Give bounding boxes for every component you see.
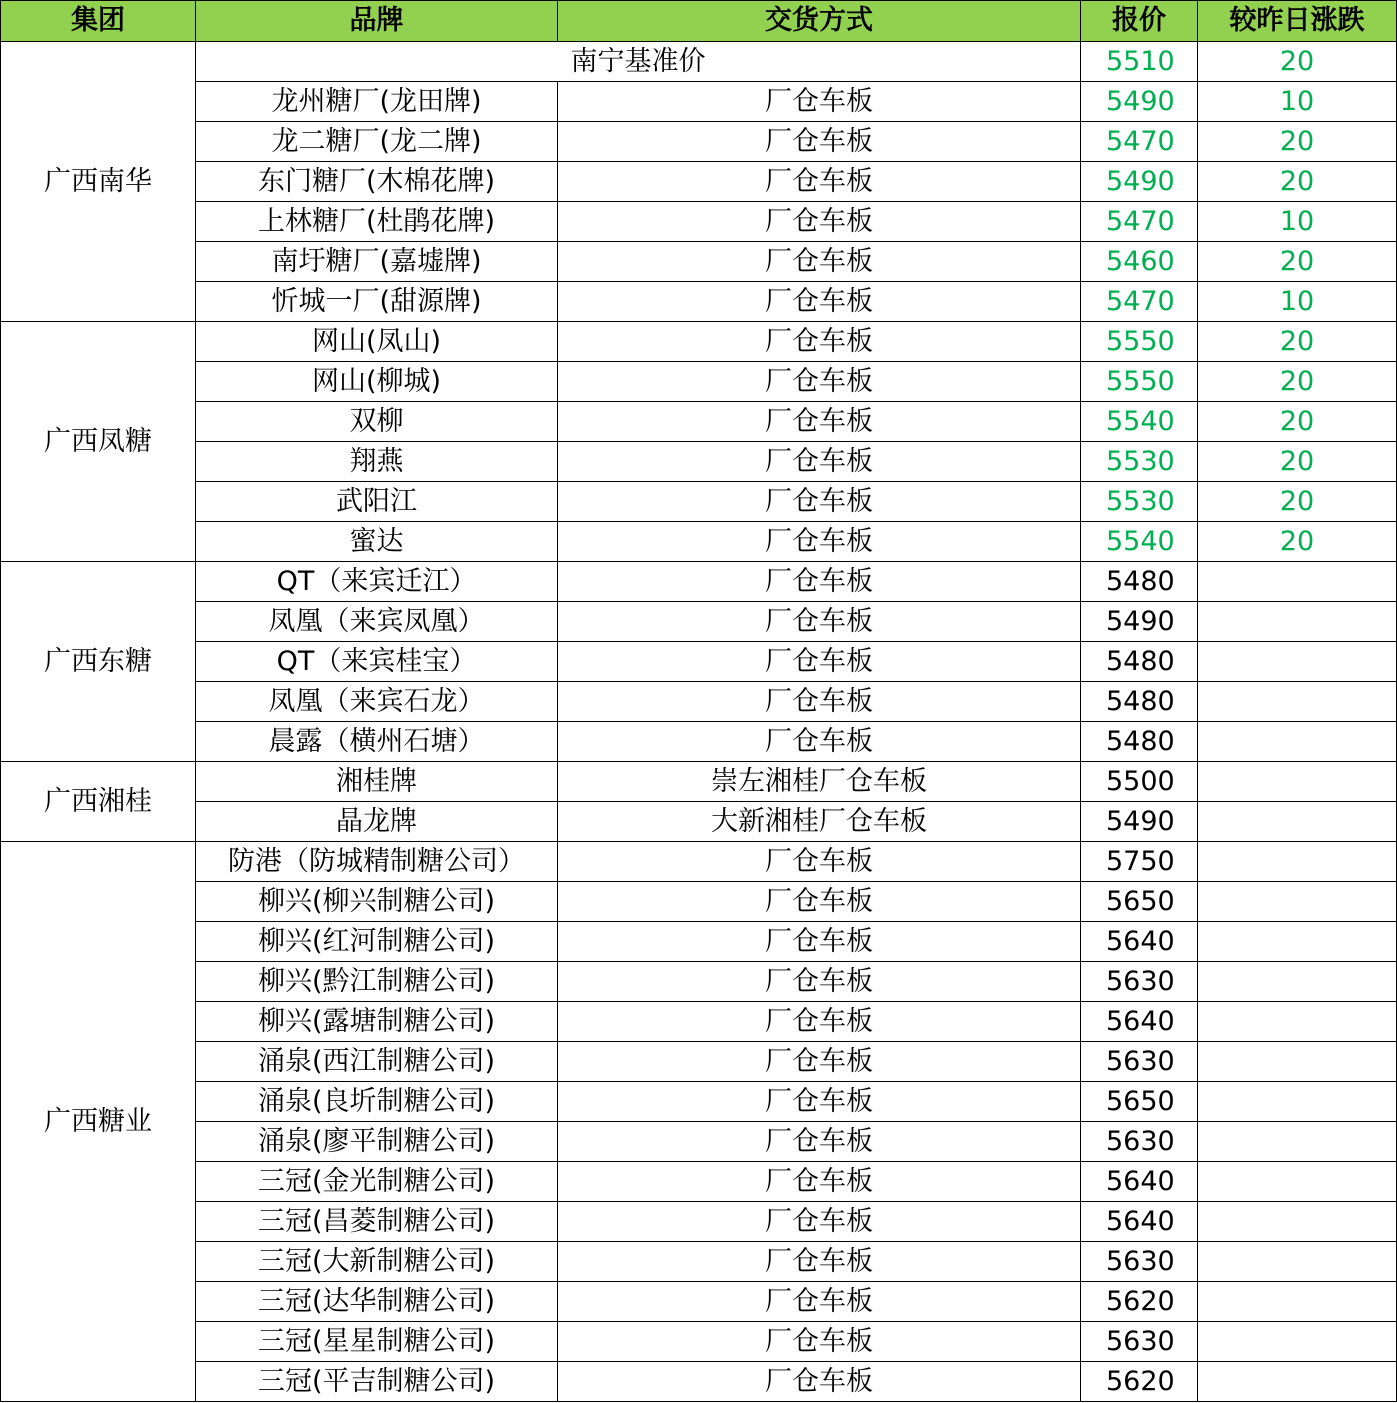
delivery-cell: 厂仓车板 [558,82,1081,122]
header-delivery: 交货方式 [558,1,1081,42]
change-cell [1198,962,1397,1002]
delivery-cell: 厂仓车板 [558,642,1081,682]
table-row [1,1362,1397,1402]
header-row [1,1,1397,42]
delivery-cell: 厂仓车板 [558,1242,1081,1282]
change-cell [1198,1362,1397,1402]
brand-cell: 三冠(星星制糖公司) [196,1322,558,1362]
price-cell: 5620 [1081,1282,1198,1322]
change-cell [1198,1202,1397,1242]
table-row [1,1162,1397,1202]
change-cell [1198,1082,1397,1122]
brand-cell: 三冠(平吉制糖公司) [196,1362,558,1402]
table-row [1,242,1397,282]
table-body [1,42,1397,1402]
delivery-cell: 厂仓车板 [558,1002,1081,1042]
table-row [1,882,1397,922]
delivery-cell: 厂仓车板 [558,882,1081,922]
table-row [1,82,1397,122]
price-cell: 5540 [1081,522,1198,562]
change-cell: 20 [1198,122,1397,162]
table-row [1,922,1397,962]
price-cell: 5480 [1081,562,1198,602]
benchmark-label-cell: 南宁基准价 [196,42,1081,82]
price-cell: 5630 [1081,962,1198,1002]
price-cell: 5650 [1081,1082,1198,1122]
table-row [1,962,1397,1002]
change-cell [1198,642,1397,682]
delivery-cell: 厂仓车板 [558,482,1081,522]
table-row [1,1002,1397,1042]
change-cell [1198,1242,1397,1282]
table-row [1,122,1397,162]
group-name-cell: 广西南华 [1,42,196,322]
header-group: 集团 [1,1,196,42]
brand-cell: 涌泉(良圻制糖公司) [196,1082,558,1122]
price-cell: 5470 [1081,202,1198,242]
change-cell [1198,1322,1397,1362]
table-row [1,322,1397,362]
brand-cell: 忻城一厂(甜源牌) [196,282,558,322]
group-name-cell: 广西凤糖 [1,322,196,562]
group-name-cell: 广西湘桂 [1,762,196,842]
brand-cell: 龙二糖厂(龙二牌) [196,122,558,162]
brand-cell: QT（来宾桂宝） [196,642,558,682]
delivery-cell: 厂仓车板 [558,1282,1081,1322]
brand-cell: 东门糖厂(木棉花牌) [196,162,558,202]
table-row [1,1322,1397,1362]
price-cell: 5630 [1081,1322,1198,1362]
change-cell: 20 [1198,242,1397,282]
price-cell: 5750 [1081,842,1198,882]
price-cell: 5460 [1081,242,1198,282]
change-cell [1198,802,1397,842]
change-cell [1198,842,1397,882]
table-row [1,1042,1397,1082]
table-row [1,842,1397,882]
delivery-cell: 厂仓车板 [558,162,1081,202]
delivery-cell: 厂仓车板 [558,322,1081,362]
table-row [1,282,1397,322]
brand-cell: 柳兴(露塘制糖公司) [196,1002,558,1042]
change-cell: 10 [1198,282,1397,322]
price-cell: 5480 [1081,722,1198,762]
price-cell: 5630 [1081,1042,1198,1082]
delivery-cell: 厂仓车板 [558,922,1081,962]
change-cell: 20 [1198,442,1397,482]
delivery-cell: 厂仓车板 [558,562,1081,602]
brand-cell: QT（来宾迁江） [196,562,558,602]
price-cell: 5630 [1081,1122,1198,1162]
table-row [1,1282,1397,1322]
delivery-cell: 厂仓车板 [558,1202,1081,1242]
table-row [1,402,1397,442]
brand-cell: 三冠(大新制糖公司) [196,1242,558,1282]
price-cell: 5530 [1081,482,1198,522]
price-cell: 5490 [1081,162,1198,202]
table-row [1,442,1397,482]
brand-cell: 龙州糖厂(龙田牌) [196,82,558,122]
change-cell [1198,922,1397,962]
price-cell: 5650 [1081,882,1198,922]
change-cell: 10 [1198,82,1397,122]
delivery-cell: 厂仓车板 [558,842,1081,882]
change-cell: 10 [1198,202,1397,242]
delivery-cell: 厂仓车板 [558,1322,1081,1362]
brand-cell: 涌泉(西江制糖公司) [196,1042,558,1082]
change-cell: 20 [1198,42,1397,82]
delivery-cell: 厂仓车板 [558,722,1081,762]
header-change: 较昨日涨跌 [1198,1,1397,42]
brand-cell: 湘桂牌 [196,762,558,802]
header-price: 报价 [1081,1,1198,42]
table-row [1,522,1397,562]
price-cell: 5490 [1081,602,1198,642]
change-cell: 20 [1198,362,1397,402]
change-cell [1198,1122,1397,1162]
change-cell [1198,1282,1397,1322]
brand-cell: 涌泉(廖平制糖公司) [196,1122,558,1162]
price-cell: 5480 [1081,682,1198,722]
delivery-cell: 厂仓车板 [558,122,1081,162]
brand-cell: 柳兴(柳兴制糖公司) [196,882,558,922]
price-cell: 5470 [1081,122,1198,162]
brand-cell: 武阳江 [196,482,558,522]
table-row [1,42,1397,82]
price-cell: 5640 [1081,1202,1198,1242]
delivery-cell: 厂仓车板 [558,682,1081,722]
group-name-cell: 广西糖业 [1,842,196,1402]
price-cell: 5500 [1081,762,1198,802]
price-cell: 5540 [1081,402,1198,442]
change-cell: 20 [1198,162,1397,202]
delivery-cell: 厂仓车板 [558,602,1081,642]
brand-cell: 上林糖厂(杜鹃花牌) [196,202,558,242]
price-cell: 5530 [1081,442,1198,482]
table-row [1,722,1397,762]
brand-cell: 柳兴(红河制糖公司) [196,922,558,962]
delivery-cell: 厂仓车板 [558,1362,1081,1402]
change-cell: 20 [1198,402,1397,442]
brand-cell: 双柳 [196,402,558,442]
brand-cell: 防港（防城精制糖公司） [196,842,558,882]
change-cell [1198,722,1397,762]
table-row [1,1242,1397,1282]
delivery-cell: 厂仓车板 [558,402,1081,442]
price-cell: 5640 [1081,1002,1198,1042]
table-row [1,802,1397,842]
delivery-cell: 大新湘桂厂仓车板 [558,802,1081,842]
change-cell [1198,562,1397,602]
delivery-cell: 厂仓车板 [558,522,1081,562]
price-cell: 5490 [1081,82,1198,122]
brand-cell: 三冠(金光制糖公司) [196,1162,558,1202]
table-row [1,1202,1397,1242]
table-row [1,642,1397,682]
table-row [1,482,1397,522]
delivery-cell: 厂仓车板 [558,962,1081,1002]
price-cell: 5480 [1081,642,1198,682]
table-row [1,1082,1397,1122]
brand-cell: 网山(柳城) [196,362,558,402]
brand-cell: 翔燕 [196,442,558,482]
price-cell: 5550 [1081,322,1198,362]
price-cell: 5630 [1081,1242,1198,1282]
delivery-cell: 厂仓车板 [558,1042,1081,1082]
price-cell: 5620 [1081,1362,1198,1402]
brand-cell: 凤凰（来宾石龙） [196,682,558,722]
brand-cell: 晶龙牌 [196,802,558,842]
group-name-cell: 广西东糖 [1,562,196,762]
brand-cell: 南圩糖厂(嘉墟牌) [196,242,558,282]
brand-cell: 柳兴(黔江制糖公司) [196,962,558,1002]
table-row [1,1122,1397,1162]
brand-cell: 三冠(昌菱制糖公司) [196,1202,558,1242]
brand-cell: 蜜达 [196,522,558,562]
table-row [1,202,1397,242]
delivery-cell: 厂仓车板 [558,282,1081,322]
table-row [1,682,1397,722]
change-cell: 20 [1198,322,1397,362]
table-row [1,162,1397,202]
header-brand: 品牌 [196,1,558,42]
price-cell: 5640 [1081,1162,1198,1202]
change-cell: 20 [1198,522,1397,562]
brand-cell: 晨露（横州石塘） [196,722,558,762]
change-cell [1198,602,1397,642]
change-cell: 20 [1198,482,1397,522]
delivery-cell: 厂仓车板 [558,202,1081,242]
delivery-cell: 崇左湘桂厂仓车板 [558,762,1081,802]
brand-cell: 网山(凤山) [196,322,558,362]
price-cell: 5550 [1081,362,1198,402]
delivery-cell: 厂仓车板 [558,1082,1081,1122]
change-cell [1198,1042,1397,1082]
brand-cell: 三冠(达华制糖公司) [196,1282,558,1322]
table-row [1,602,1397,642]
price-cell: 5490 [1081,802,1198,842]
change-cell [1198,762,1397,802]
delivery-cell: 厂仓车板 [558,242,1081,282]
table-row [1,362,1397,402]
delivery-cell: 厂仓车板 [558,1162,1081,1202]
price-cell: 5640 [1081,922,1198,962]
change-cell [1198,1002,1397,1042]
change-cell [1198,1162,1397,1202]
change-cell [1198,682,1397,722]
delivery-cell: 厂仓车板 [558,1122,1081,1162]
price-cell: 5510 [1081,42,1198,82]
change-cell [1198,882,1397,922]
table-row [1,562,1397,602]
delivery-cell: 厂仓车板 [558,362,1081,402]
table-row [1,762,1397,802]
brand-cell: 凤凰（来宾凤凰） [196,602,558,642]
price-cell: 5470 [1081,282,1198,322]
delivery-cell: 厂仓车板 [558,442,1081,482]
